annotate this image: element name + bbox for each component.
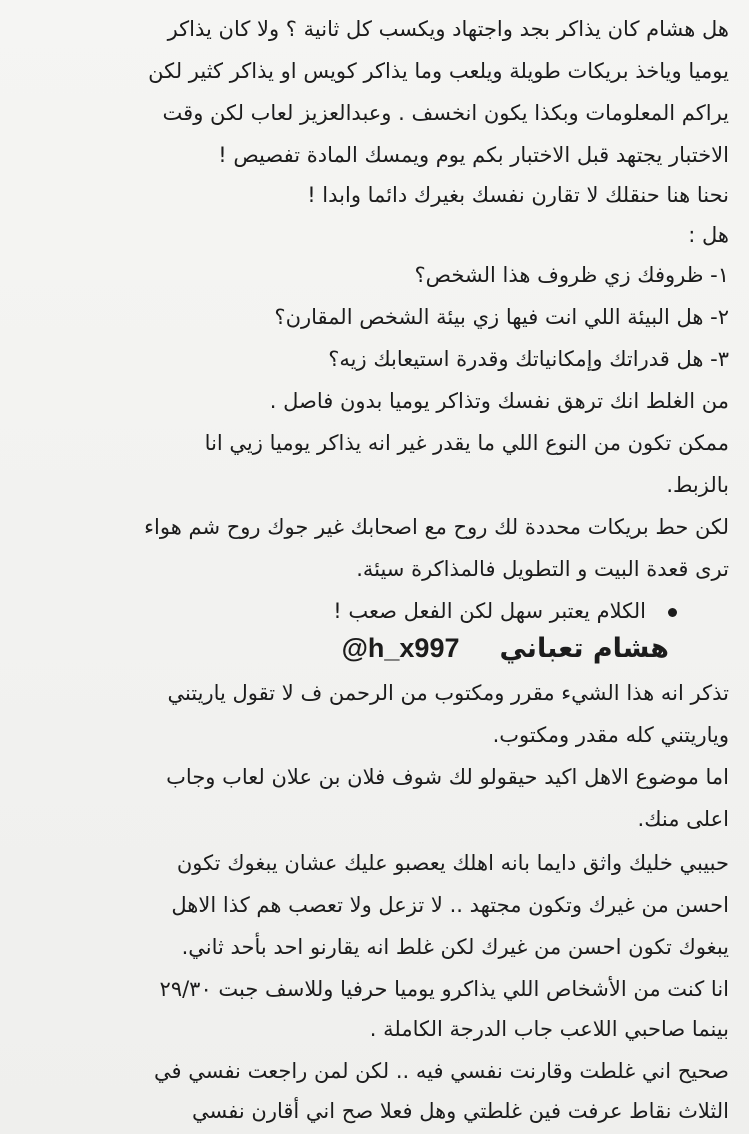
text-line: يوميا وياخذ بريكات طويلة ويلعب وما يذاكر كويس او يذاكر كثير لكن [148,59,729,83]
author-signature [342,628,669,669]
text-line: انا كنت من الأشخاص اللي يذاكرو يوميا حرفيا وللاسف جبت ٢٩/٣٠ [159,977,729,1001]
bullet-item [16,594,729,628]
list-item: ٢- هل البيئة اللي انت فيها زي بيئة الشخص المقارن؟ [274,305,729,329]
text-line: صحيح اني غلطت وقارنت نفسي فيه .. لكن لمن راجعت نفسي في [153,1059,729,1083]
list-item: ١- ظروفك زي ظروف هذا الشخص؟ [414,263,729,287]
text-line: بينما صاحبي اللاعب جاب الدرجة الكاملة . [369,1017,729,1041]
bullet-text: الكلام يعتبر سهل لكن الفعل صعب ! [333,599,646,623]
text-line: يبغوك تكون احسن من غيرك لكن غلط انه يقارنو احد بأحد ثاني. [181,935,729,959]
list-item: ٣- هل قدراتك وإمكانياتك وقدرة استيعابك زيه؟ [328,347,729,371]
bullet-icon [668,608,677,617]
text-line: حبيبي خليك واثق دايما بانه اهلك يعصبو عليك عشان يبغوك تكون [176,851,729,875]
text-line: وياريتني كله مقدر ومكتوب. [492,723,729,747]
author-name: هشام تعباني [499,633,669,664]
text-line: اعلى منك. [637,807,729,831]
text-line: الثلاث نقاط عرفت فين غلطتي وهل فعلا صح اني أقارن نفسي [192,1099,729,1123]
text-line: يراكم المعلومات وبكذا يكون انخسف . وعبدالعزيز لعاب لكن وقت [162,101,729,125]
text-line: هل هشام كان يذاكر بجد واجتهاد ويكسب كل ثانية ؟ ولا كان يذاكر [167,17,729,41]
text-line: لكن حط بريكات محددة لك روح مع اصحابك غير جوك روح شم هواء [144,515,729,539]
text-line: اما موضوع الاهل اكيد حيقولو لك شوف فلان بن علان لعاب وجاب [166,765,729,789]
text-line: نحنا هنا حنقلك لا تقارن نفسك بغيرك دائما وابدا ! [307,183,729,207]
text-line: ترى قعدة البيت و التطويل فالمذاكرة سيئة. [356,557,729,581]
text-line: من الغلط انك ترهق نفسك وتذاكر يوميا بدون فاصل . [269,389,729,413]
text-line: احسن من غيرك وتكون مجتهد .. لا تزعل ولا تعصب هم كذا الاهل [171,893,729,917]
author-handle: @h_x997 [341,633,460,663]
text-line: هل : [688,223,729,247]
text-line: ممكن تكون من النوع اللي ما يقدر غير انه يذاكر يوميا زيي انا [204,431,729,455]
text-line: بالزبط. [666,473,729,497]
text-line: الاختبار يجتهد قبل الاختبار بكم يوم ويمسك المادة تفصيص ! [218,143,729,167]
text-line: تذكر انه هذا الشيء مقرر ومكتوب من الرحمن ف لا تقول ياريتني [167,681,729,705]
